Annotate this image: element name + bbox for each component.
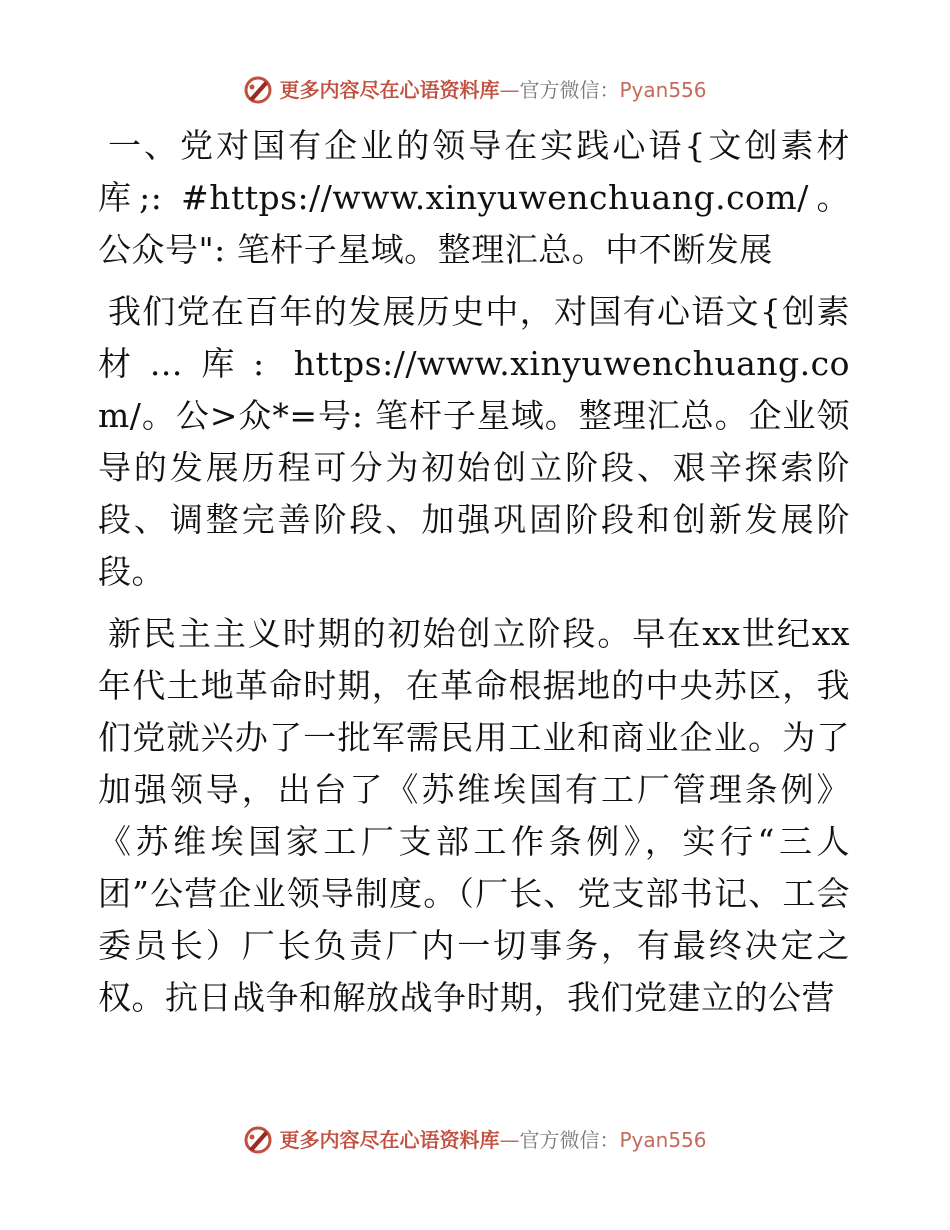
header-banner-dash: — [499, 78, 520, 102]
header-banner-label: 官方微信： [519, 78, 620, 102]
paragraph-2: 新民主主义时期的初始创立阶段。早在xx世纪xx年代土地革命时期，在革命根据地的中央苏区，我们党就兴办了一批军需民用工业和商业企业。为了加强领导，出台了《苏维埃国有工厂管理条例》《苏维埃国家工厂支部工作条例》，实行“三人团”公营企业领导制度。（厂长、党支部书记、工会委员长）厂长负责厂内一切事务，有最终决定之权。抗日战争和解放战争时期，我们党建立的公营 [98, 614, 850, 1017]
logo-icon [243, 75, 273, 105]
footer-banner-label: 官方微信： [519, 1128, 620, 1152]
footer-banner-text [279, 1130, 706, 1150]
footer-banner-dash: — [499, 1128, 520, 1152]
section-heading: 一、党对国有企业的领导在实践心语{文创素材库;: #https://www.xinyuwenchuang.com/。公众号": 笔杆子星域。整理汇总。中不断发展 [98, 126, 850, 269]
header-banner [0, 70, 950, 110]
logo-icon [243, 1125, 273, 1155]
footer-banner-main: 更多内容尽在心语资料库 [279, 1128, 500, 1152]
header-banner-main: 更多内容尽在心语资料库 [279, 78, 500, 102]
footer-banner-wechat-id: Pyan556 [619, 1128, 707, 1152]
document-body [98, 120, 850, 1024]
header-banner-wechat-id: Pyan556 [619, 78, 707, 102]
header-banner-text [279, 80, 706, 100]
paragraph-1: 我们党在百年的发展历史中，对国有心语文{创素材…库: https://www.xinyuwenchuang.com/。公>众*=号: 笔杆子星域。整理汇总。企业领导的发展历程可分为初始创立阶段、艰辛探索阶段、调整完善阶段、加强巩固阶段和创新发展阶段。 [98, 292, 850, 591]
footer-banner [0, 1120, 950, 1160]
